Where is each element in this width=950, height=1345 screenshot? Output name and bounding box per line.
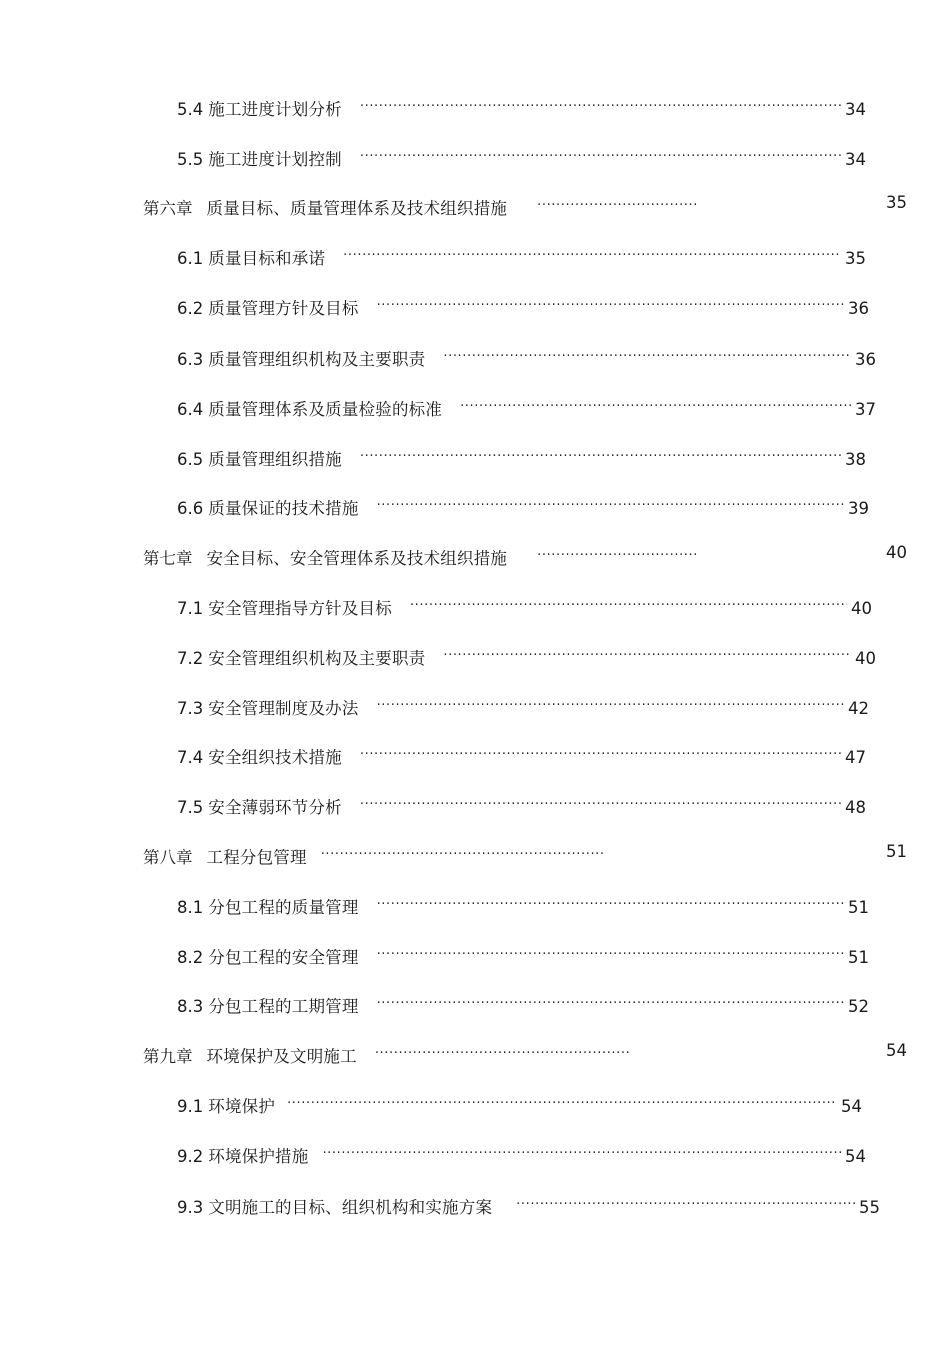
section-number: 7.2 [177, 649, 204, 668]
page-number: 37 [855, 400, 876, 419]
dot-leader [360, 791, 841, 813]
section-title: 分包工程的安全管理 [208, 948, 359, 967]
section-number: 7.4 [177, 748, 204, 767]
page-number: 55 [859, 1198, 880, 1217]
section-number: 5.4 [177, 100, 204, 119]
page-number: 40 [855, 649, 876, 668]
toc-entry[interactable] [177, 1090, 862, 1118]
page-number: 35 [886, 193, 907, 212]
chapter-title: 质量目标、质量管理体系及技术组织措施 [206, 199, 508, 218]
dot-leader [360, 143, 841, 165]
dot-leader [287, 1090, 837, 1112]
toc-entry[interactable] [177, 741, 866, 769]
toc-entry[interactable] [177, 143, 866, 171]
toc-entry[interactable] [177, 343, 876, 371]
section-number: 8.1 [177, 898, 204, 917]
section-number: 6.4 [177, 400, 204, 419]
toc-entry[interactable] [177, 242, 866, 270]
page-number: 48 [845, 798, 866, 817]
toc-entry[interactable] [177, 592, 872, 620]
section-title: 安全管理指导方针及目标 [208, 599, 392, 618]
page-number: 35 [845, 249, 866, 268]
chapter-title: 安全目标、安全管理体系及技术组织措施 [206, 549, 508, 568]
section-title: 安全管理制度及办法 [208, 699, 359, 718]
dot-leader [321, 841, 605, 863]
toc-entry[interactable] [177, 492, 869, 520]
section-number: 9.3 [177, 1198, 204, 1217]
section-title: 分包工程的工期管理 [208, 997, 359, 1016]
section-number: 6.6 [177, 499, 204, 518]
section-title: 环境保护 [208, 1097, 276, 1116]
section-title: 施工进度计划控制 [208, 150, 342, 169]
chapter-title: 工程分包管理 [206, 848, 307, 867]
chapter-label: 第六章 [143, 199, 193, 218]
dot-leader [516, 1191, 855, 1213]
section-title: 质量管理体系及质量检验的标准 [208, 400, 443, 419]
dot-leader [375, 1040, 629, 1062]
dot-leader [377, 492, 844, 514]
page-number: 51 [886, 842, 907, 861]
section-title: 文明施工的目标、组织机构和实施方案 [208, 1198, 493, 1217]
toc-chapter-entry[interactable] [143, 841, 907, 869]
chapter-label: 第八章 [143, 848, 193, 867]
dot-leader [377, 891, 844, 913]
chapter-title: 环境保护及文明施工 [206, 1047, 357, 1066]
dot-leader [377, 292, 844, 314]
toc-chapter-entry[interactable] [143, 542, 907, 570]
toc-entry[interactable] [177, 692, 869, 720]
page-number: 54 [886, 1041, 907, 1060]
dot-leader [360, 93, 841, 115]
section-number: 6.5 [177, 450, 204, 469]
dot-leader [343, 242, 841, 264]
page-number: 52 [848, 997, 869, 1016]
section-number: 6.3 [177, 350, 204, 369]
page-number: 40 [886, 543, 907, 562]
page-number: 34 [845, 150, 866, 169]
toc-entry[interactable] [177, 642, 876, 670]
page-number: 51 [848, 948, 869, 967]
section-number: 8.3 [177, 997, 204, 1016]
section-title: 安全管理组织机构及主要职责 [208, 649, 426, 668]
section-title: 质量管理组织机构及主要职责 [208, 350, 426, 369]
page-number: 47 [845, 748, 866, 767]
section-title: 施工进度计划分析 [208, 100, 342, 119]
page-number: 36 [848, 299, 869, 318]
toc-entry[interactable] [177, 791, 866, 819]
section-number: 7.3 [177, 699, 204, 718]
toc-entry[interactable] [177, 990, 869, 1018]
section-title: 分包工程的质量管理 [208, 898, 359, 917]
page-number: 54 [845, 1147, 866, 1166]
dot-leader [443, 642, 851, 664]
dot-leader [377, 692, 844, 714]
toc-chapter-entry[interactable] [143, 192, 907, 220]
section-title: 环境保护措施 [208, 1147, 309, 1166]
dot-leader [360, 443, 841, 465]
section-title: 质量管理方针及目标 [208, 299, 359, 318]
section-number: 8.2 [177, 948, 204, 967]
dot-leader [460, 393, 851, 415]
page-number: 54 [841, 1097, 862, 1116]
toc-entry[interactable] [177, 891, 869, 919]
dot-leader [322, 1140, 841, 1162]
dot-leader [377, 941, 844, 963]
chapter-label: 第七章 [143, 549, 193, 568]
toc-entry[interactable] [177, 393, 876, 421]
page-number: 39 [848, 499, 869, 518]
page-number: 40 [851, 599, 872, 618]
dot-leader [377, 990, 844, 1012]
section-title: 质量管理组织措施 [208, 450, 342, 469]
toc-entry[interactable] [177, 1140, 866, 1168]
section-title: 安全组织技术措施 [208, 748, 342, 767]
section-title: 安全薄弱环节分析 [208, 798, 342, 817]
dot-leader [443, 343, 851, 365]
section-title: 质量目标和承诺 [208, 249, 326, 268]
section-number: 6.2 [177, 299, 204, 318]
page-number: 42 [848, 699, 869, 718]
section-number: 7.5 [177, 798, 204, 817]
toc-entry[interactable] [177, 443, 866, 471]
section-number: 9.2 [177, 1147, 204, 1166]
toc-entry[interactable] [177, 1191, 880, 1219]
section-number: 7.1 [177, 599, 204, 618]
dot-leader [537, 542, 699, 564]
dot-leader [360, 741, 841, 763]
section-title: 质量保证的技术措施 [208, 499, 359, 518]
page-number: 36 [855, 350, 876, 369]
section-number: 5.5 [177, 150, 204, 169]
toc-entry[interactable] [177, 941, 869, 969]
chapter-label: 第九章 [143, 1047, 193, 1066]
section-number: 9.1 [177, 1097, 204, 1116]
dot-leader [410, 592, 847, 614]
page-number: 38 [845, 450, 866, 469]
dot-leader [537, 192, 699, 214]
page-number: 51 [848, 898, 869, 917]
toc-entry[interactable] [177, 292, 869, 320]
section-number: 6.1 [177, 249, 204, 268]
toc-chapter-entry[interactable] [143, 1040, 907, 1068]
page-number: 34 [845, 100, 866, 119]
toc-entry[interactable] [177, 93, 866, 121]
